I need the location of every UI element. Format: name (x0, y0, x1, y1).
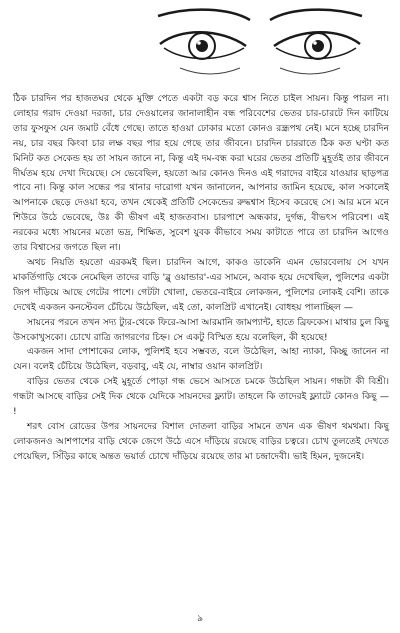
paragraph: অথচ নিয়তি হয়তো এরকমই ছিল। চারদিন আগে, কাকও ডাকেনি এমন ভোরবেলায় সে যখন মাকর্তিগাড়ি থেকে নেমেছিল তাদের বাড়ি 'ব্লু ওয়ান্ডার'-এর সামনে, অবাক হয়ে দেখেছিল, পুলিশের একটা জিপ দাঁড়িয়ে আছে গেটের পাশে। গেটটা খোলা, ভেতরে-বাইরে লোকজন, পুলিশের লোকই বেশি। তাকে দেখেই একজন কনস্টেবল চেঁচিয়ে উঠেছিল, এই তো, কালপ্রিট এখানেই। বোধহয় পালাচ্ছিল — (13, 257, 389, 313)
paragraph: বাড়ির ভেতর থেকে সেই মুহূর্তে পোড়া গন্ধ ভেসে আসতে চমকে উঠেছিল সায়ন। গন্ধটা কী বিশ্রী। গন্ধটা আসছে বাড়ির সেই দিক থেকে যেদিকে সায়নদের ফ্ল্যাট। তাহলে কি তাদেরই ফ্ল্যাটে কোনও কিছু — ! (13, 377, 389, 418)
staring-eyes-illustration (150, 6, 370, 86)
paragraph: সায়নের পরনে তখন সদ্য ট্যুর-থেকে ফিরে-আসা আরমানি জামপ্যান্ট, হাতে ব্রিফকেস। মাথার চুল কিছু উসকোখুসকো। চোখে রাত্রি জাগরণের চিহ্ন। সে একটু বিস্মিত হয়ে বলেছিল, কী হয়েছে! (13, 317, 389, 343)
page-number: ৯ (197, 614, 203, 624)
paragraph: একজন সাদা পোশাকের লোক, পুলিশই হবে সম্ভবত, বলে উঠেছিল, আহা ন্যাকা, কিচ্ছু জানেন না যেন। বলেই চেঁচিয়ে উঠেছিল, বড়বাবু, এই যে, নাম্বার ওয়ান কালপ্রিট। (13, 347, 389, 373)
paragraph: শরৎ বোস রোডের উপর সায়নদের বিশাল দোতলা বাড়ির সামনে তখন এক ভীষণ থমথমা। কিছু লোকজনও আশপাশের বাড়ি থেকে জেগে উঠে এসে দাঁড়িয়ে রয়েছে বাড়ির চত্বরে। চোখ তুলতেই দেখতে পেয়েছিল, সিঁড়ির কাছে অন্তত ভয়ার্ত চোখে দাঁড়িয়ে রয়েছে তার মা চন্দ্রাদেবী। ভাই হিমন, দুজনেই। (13, 421, 389, 462)
story-text (13, 92, 389, 465)
paragraph: ঠিক চারদিন পর হাজতঘর থেকে মুক্তি পেতে একটা বড় করে শ্বাস নিতে চাইল সায়ন। কিন্তু পারল না। লোহার গরাদ দেওয়া দরজা, চার দেওয়ালের জানালাহীন বন্ধ পরিবেশের ভেতর চার-চারটে দিন কাটিয়ে তার ফুসফুস যেন জমাট বেঁধে গেছে। তাতে হাওয়া ঢোকার মতো কোনও রন্ধ্রপথ নেই। মনে হচ্ছে চারদিন নয়, চার বছর কিংবা চার লক্ষ বছর পার হয়ে গেছে তার জীবনে। চারদিন চাররাতে ঠিক কত ঘণ্টা কত মিনিট কত সেকেন্ড হয় তা সায়ন জানে না, কিন্তু এই দম-বন্ধ করা ঘরের ভেতর প্রতিটি মুহূর্তই তার জীবনে দীর্ঘতম হয়ে দেখা দিয়েছে। সে ভেবেছিল, হয়তো আর কোনও দিনও এই গরাদের বাইরে যাওয়ার ছাড়পত্র পাবে না। কিন্তু কাল সন্ধের পর থানার দারোগা যখন জানালেন, আপনার জামিন হয়েছে, কাল সকালেই আপনাকে ছেড়ে দেওয়া হবে, তখন থেকেই প্রতিটি সেকেন্ডের রুদ্ধশ্বাস হিসেব করেছে সে। আর মনে মনে শিউরে উঠে ভেবেছে, উঃ কী ভীষণ এই হাজতবাস। চারপাশে অন্ধকার, দুর্গন্ধ, বীভৎস পরিবেশ। এই নরকের মধ্যে সায়নের মতো ভদ্র, শিক্ষিত, সুবেশ যুবক কীভাবে সময় কাটাতে পারে তা চারদিন আগেও তার বিশ্বাসের জগতে ছিল না। (13, 94, 389, 254)
